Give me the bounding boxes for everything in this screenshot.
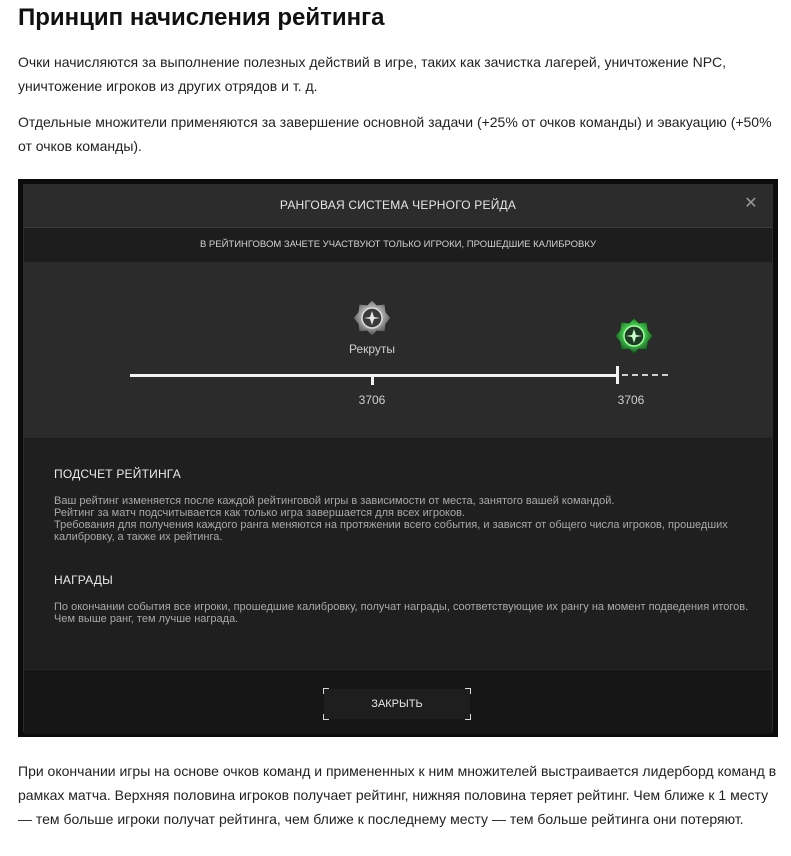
rating-description: Ваш рейтинг изменяется после каждой рейтинговой игры в зависимости от места, занятого вашей командой. Рейтинг за матч подсчитывается как только игра завершается для всех игроков. Требования для получения каждого ранга меняются на протяжении всего события, и зависят от общего числа игроков, прошедших калибровку, а также их рейтинга. bbox=[54, 495, 728, 543]
leaderboard-paragraph: При окончании игры на основе очков команд и примененных к ним множителей выстраивается лидерборд команд в рамках матча. Верхняя половина игроков получает рейтинг, нижняя половина теряет рейтинг. Чем ближе к 1 месту — тем больше игроки получат рейтинга, чем ближе к последнему месту — тем больше рейтинга они потеряют. bbox=[18, 763, 777, 827]
rank-threshold-points: 3706 bbox=[358, 393, 386, 407]
rank-progress-track bbox=[130, 374, 618, 377]
rating-info-section bbox=[24, 439, 772, 669]
rewards-heading: НАГРАДЫ bbox=[54, 573, 113, 587]
close-icon[interactable]: ✕ bbox=[744, 195, 758, 212]
page-title: Принцип начисления рейтинга bbox=[18, 4, 385, 31]
current-rating-points: 3706 bbox=[617, 393, 645, 407]
close-button[interactable] bbox=[324, 689, 470, 719]
intro-paragraph: Очки начисляются за выполнение полезных действий в игре, таких как зачистка лагерей, уничтожение NPC, уничтожение игроков из других отрядов и т. д. bbox=[18, 54, 727, 94]
calibration-notice: В РЕЙТИНГОВОМ ЗАЧЕТЕ УЧАСТВУЮТ ТОЛЬКО ИГРОКИ, ПРОШЕДШИЕ КАЛИБРОВКУ bbox=[24, 228, 772, 262]
rewards-description: По окончании события все игроки, прошедшие калибровку, получат награды, соответствующие их рангу на момент подведения итогов. Чем выше ранг, тем лучше награда. bbox=[54, 601, 749, 625]
recruit-rank-emblem-icon bbox=[352, 298, 392, 338]
modal-title: РАНГОВАЯ СИСТЕМА ЧЕРНОГО РЕЙДА bbox=[279, 198, 517, 212]
multipliers-paragraph: Отдельные множители применяются за завершение основной задачи (+25% от очков команды) и эвакуацию (+50% от очков команды). bbox=[18, 114, 772, 154]
rank-system-modal bbox=[23, 184, 773, 732]
close-button-label: ЗАКРЫТЬ bbox=[371, 698, 423, 710]
next-rank-emblem-icon bbox=[614, 316, 654, 356]
rating-heading: ПОДСЧЕТ РЕЙТИНГА bbox=[54, 467, 181, 481]
modal-header bbox=[24, 185, 772, 228]
rank-threshold-tick bbox=[371, 374, 374, 385]
remaining-progress-dashes bbox=[622, 374, 668, 376]
current-progress-marker bbox=[616, 366, 619, 384]
rank-progress-panel bbox=[24, 262, 772, 438]
game-screenshot bbox=[18, 179, 778, 737]
current-rank-name: Рекруты bbox=[348, 342, 396, 356]
modal-footer bbox=[24, 669, 772, 734]
